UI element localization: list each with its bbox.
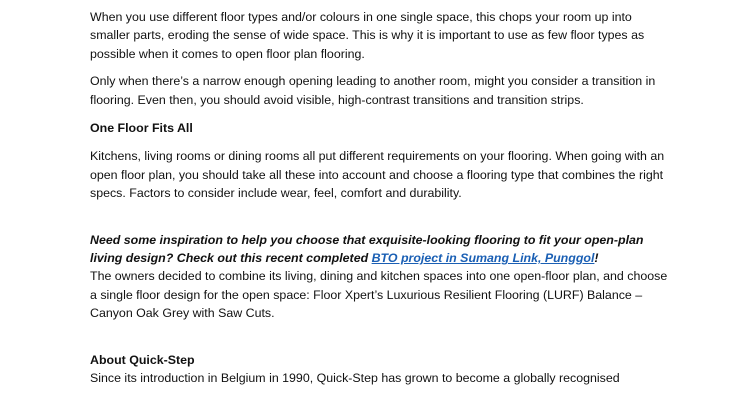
document-page [90, 8, 670, 388]
section-heading-about: About Quick-Step [90, 352, 195, 367]
paragraph-about-quickstep: Since its introduction in Belgium in 1990, Quick-Step has grown to become a globally recognised [90, 371, 620, 386]
inspiration-callout [90, 231, 670, 268]
bto-project-link[interactable]: BTO project in Sumang Link, Punggol [371, 251, 595, 266]
paragraph-transition: Only when there’s a narrow enough opening leading to another room, might you consider a transition in flooring. Even then, you should avoid visible, high-contrast transitions and transition strips. [90, 74, 656, 107]
spacer [90, 203, 670, 231]
inspiration-text: Need some inspiration to help you choose that exquisite-looking flooring to fit your open-plan living design? Check out this recent completed [90, 232, 644, 266]
spacer [90, 137, 670, 147]
paragraph-owners: The owners decided to combine its living, dining and kitchen spaces into one open-floor plan, and choose a single floor design for the open space: Floor Xpert’s Luxurious Resilient Flooring (LURF) Balance – Canyon Oak Grey with Saw Cuts. [90, 269, 668, 321]
paragraph-floor-types: When you use different floor types and/or colours in one single space, this chops your room up into smaller parts, eroding the sense of wide space. This is why it is important to use as few floor types as possible when it comes to open floor plan flooring. [90, 10, 645, 61]
spacer [90, 109, 670, 119]
section-heading-one-floor: One Floor Fits All [90, 121, 193, 136]
paragraph-requirements: Kitchens, living rooms or dining rooms all put different requirements on your flooring. When going with an open floor plan, you should take all these into account and choose a flooring type that combines the right specs. Factors to consider include wear, feel, comfort and durability. [90, 149, 665, 201]
spacer [90, 63, 670, 72]
inspiration-exclamation: ! [594, 251, 599, 266]
spacer [90, 323, 670, 351]
